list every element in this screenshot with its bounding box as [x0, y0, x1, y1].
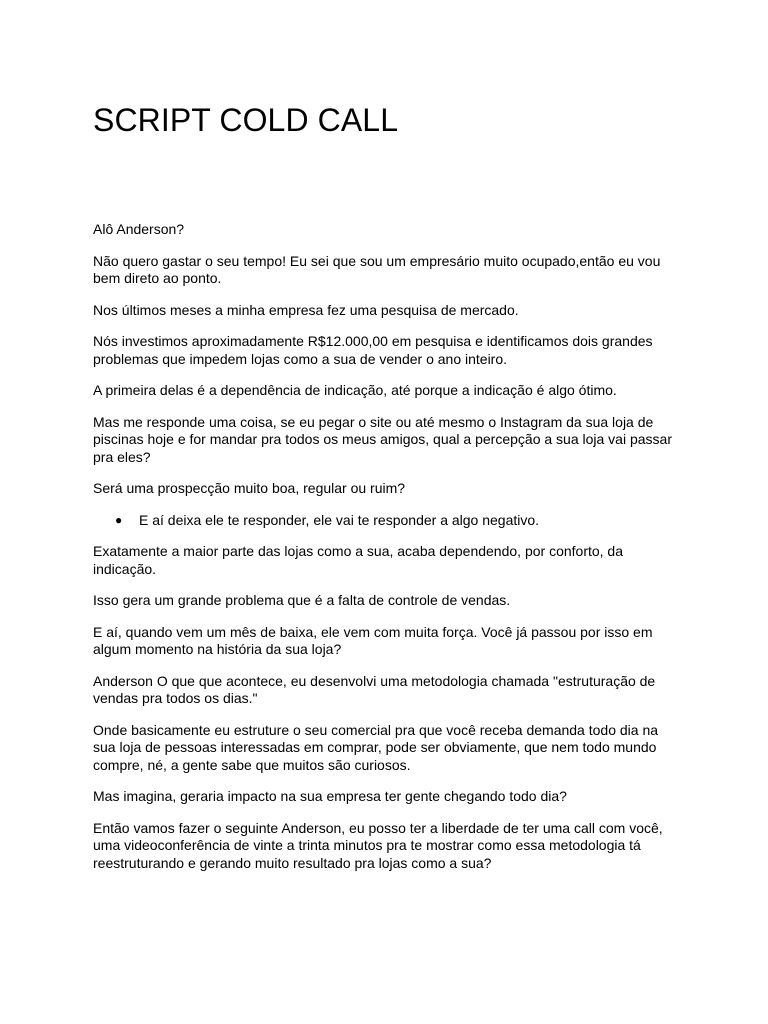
paragraph-sales-control: Isso gera um grande problema que é a falta de controle de vendas.	[93, 592, 511, 608]
paragraph-question: Mas me responde uma coisa, se eu pegar o site ou até mesmo o Instagram da sua loja de piscinas hoje e for mandar pra todos os meus amigos, qual a percepção a sua loja vai passar pra eles?	[93, 413, 672, 465]
paragraph-dependence: Exatamente a maior parte das lojas como a sua, acaba dependendo, por conforto, da indicação.	[93, 543, 624, 577]
paragraph-structure: Onde basicamente eu estruture o seu comercial pra que você receba demanda todo dia na sua loja de pessoas interessadas em comprar, pode ser obviamente, que nem todo mundo compre, né, a gente sabe que muitos são curiosos.	[93, 721, 659, 773]
paragraph-methodology: Anderson O que que acontece, eu desenvolvi uma metodologia chamada "estruturação de vendas pra todos os dias."	[93, 672, 656, 706]
paragraph-investment: Nós investimos aproximadamente R$12.000,00 em pesquisa e identificamos dois grandes problemas que impedem lojas como a sua de vender o ano inteiro.	[93, 333, 653, 367]
bullet-list	[93, 512, 679, 530]
paragraph-low-month: E aí, quando vem um mês de baixa, ele vem com muita força. Você já passou por isso em algum momento na história da sua loja?	[93, 623, 653, 657]
bullet-marker: ●	[115, 512, 123, 527]
list-item	[93, 512, 679, 530]
paragraph-impact: Mas imagina, geraria impacto na sua empresa ter gente chegando todo dia?	[93, 788, 567, 804]
paragraph-prospect-rating: Será uma prospecção muito boa, regular ou ruim?	[93, 480, 406, 496]
paragraph-first-problem: A primeira delas é a dependência de indicação, até porque a indicação é algo ótimo.	[93, 382, 617, 398]
paragraph-greeting: Alô Anderson?	[93, 221, 185, 237]
document-title: SCRIPT COLD CALL	[93, 102, 399, 138]
bullet-text: E aí deixa ele te responder, ele vai te responder a algo negativo.	[139, 511, 540, 528]
paragraph-research: Nos últimos meses a minha empresa fez uma pesquisa de mercado.	[93, 301, 519, 318]
paragraph-call-invite: Então vamos fazer o seguinte Anderson, eu posso ter a liberdade de ter uma call com você, uma videoconferência de vinte a trinta minutos pra te mostrar como essa metodologia tá reestruturando e gerando muito resultado pra lojas como a sua?	[93, 819, 663, 871]
paragraph-intro: Não quero gastar o seu tempo! Eu sei que sou um empresário muito ocupado,então eu vou bem direto ao ponto.	[93, 252, 661, 286]
document-body	[93, 221, 679, 886]
